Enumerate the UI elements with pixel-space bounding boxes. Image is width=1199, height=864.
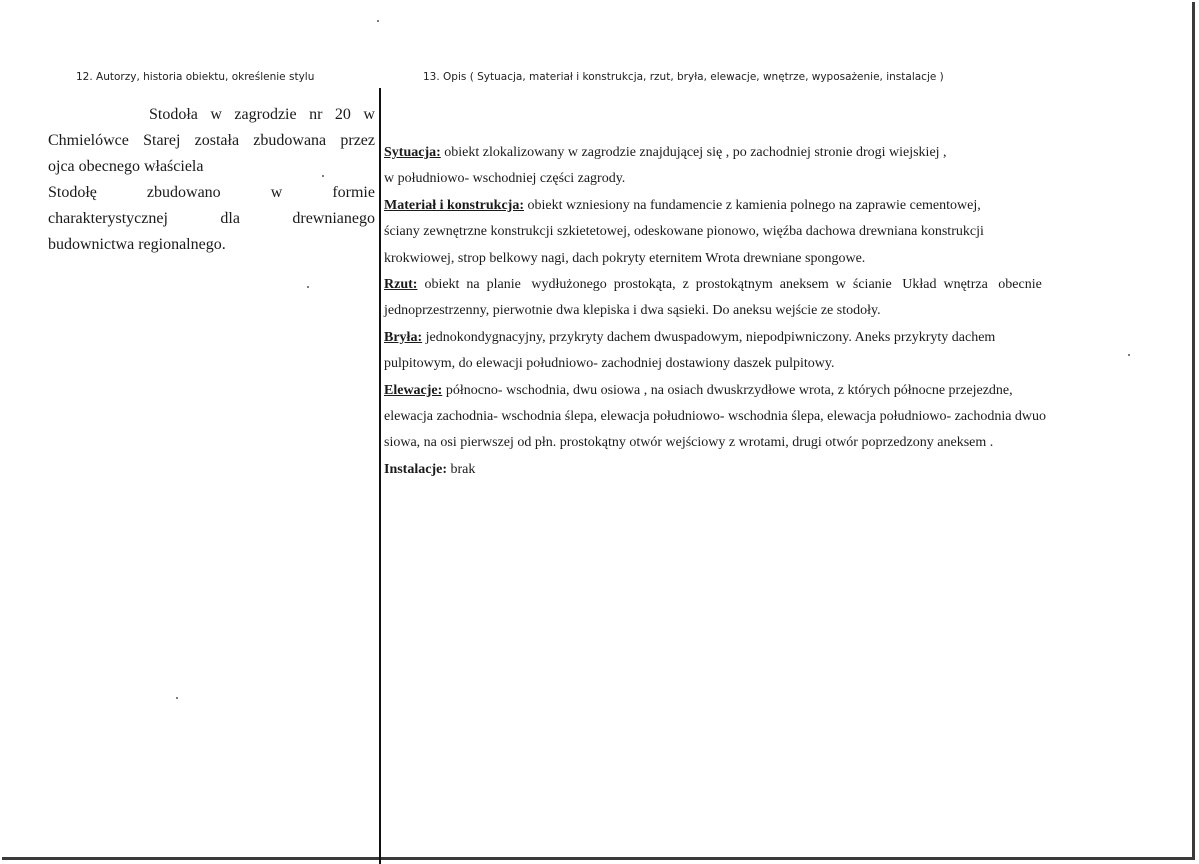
bryla-label: Bryła: — [384, 329, 423, 345]
scan-speck — [307, 286, 309, 288]
sytuacja-text: obiekt zlokalizowany w zagrodzie znajdującej się , po zachodniej stronie drogi wiejskiej , — [440, 145, 947, 160]
history-line-1 — [48, 102, 375, 128]
scan-speck — [322, 175, 324, 177]
scan-speck — [377, 20, 379, 22]
material-line-3: krokwiowej, strop belkowy nagi, dach pokryty eternitem Wrota drewniane spongowe. — [384, 250, 866, 266]
rzut-label: Rzut: — [384, 277, 418, 293]
scan-speck — [176, 697, 178, 699]
section-13-header: 13. Opis ( Sytuacja, materiał i konstrukcja, rzut, bryła, elewacje, wnętrze, wyposażenie, instalacje ) — [423, 71, 944, 83]
rzut-text: obiekt na planie wydłużonego prostokąta, z prostokątnym aneksem w ścianie Układ wnętrza obecnie — [417, 277, 1042, 293]
word: przez — [340, 132, 375, 149]
word: Starej — [143, 132, 181, 149]
elewacje-label: Elewacje: — [384, 382, 443, 398]
word: w — [363, 106, 375, 123]
history-line-6: budownictwa regionalnego. — [48, 236, 226, 253]
history-text — [48, 102, 375, 258]
sytuacja-line-1 — [384, 140, 1144, 166]
instalacje-line — [384, 457, 1144, 483]
description-text — [384, 140, 1144, 483]
elewacje-line-2: elewacja zachodnia- wschodnia ślepa, elewacja południowo- wschodnia ślepa, elewacja południowo- zachodnia dwuo — [384, 409, 1047, 425]
instalacje-text: brak — [447, 461, 476, 477]
sytuacja-label: Sytuacja: — [384, 145, 441, 160]
elewacje-text: północno- wschodnia, dwu osiowa , na osiach dwuskrzydłowe wrota, z których północne przejezdne, — [442, 382, 1013, 398]
word: Stodołę — [48, 184, 97, 201]
bryla-text: jednokondygnacyjny, przykryty dachem dwuspadowym, niepodpiwniczony. Aneks przykryty dachem — [422, 329, 996, 345]
word: w — [270, 184, 283, 201]
history-line-5 — [48, 206, 375, 232]
instalacje-label: Instalacje: — [384, 461, 447, 477]
column-divider — [379, 88, 381, 864]
history-line-4 — [48, 180, 375, 206]
elewacje-line-1 — [384, 378, 1144, 404]
word: została — [194, 132, 240, 149]
history-line-3: ojca obecnego właściela — [48, 158, 204, 175]
word: zagrodzie — [234, 106, 297, 123]
sytuacja-line-2: w południowo- wschodniej części zagrody. — [384, 171, 626, 187]
section-12-header: 12. Autorzy, historia obiektu, określenie stylu — [76, 71, 315, 83]
history-line-2 — [48, 128, 375, 154]
word: nr — [309, 106, 323, 123]
material-line-2: ściany zewnętrzne konstrukcji szkietetowej, odeskowane pionowo, więźba dachowa drewniana konstrukcji — [384, 224, 984, 240]
word: zbudowano — [146, 184, 221, 201]
scan-speck — [1128, 354, 1130, 356]
word: 20 — [334, 106, 351, 123]
word: drewnianego — [292, 210, 375, 227]
word: Chmielówce — [48, 132, 129, 149]
word: zbudowana — [253, 132, 327, 149]
bryla-line-2: pulpitowym, do elewacji południowo- zachodniej dostawiony daszek pulpitowy. — [384, 356, 835, 372]
word: formie — [332, 184, 375, 201]
word: dla — [220, 210, 240, 227]
bryla-line-1 — [384, 325, 1144, 351]
word: Stodoła — [149, 106, 198, 123]
elewacje-line-3: siowa, na osi pierwszej od płn. prostokątny otwór wejściowy z wrotami, drugi otwór poprzedzony aneksem . — [384, 435, 994, 451]
material-text: obiekt wzniesiony na fundamencie z kamienia polnego na zaprawie cementowej, — [523, 197, 981, 213]
rzut-line-1 — [384, 272, 1144, 298]
word: w — [210, 106, 222, 123]
material-line-1 — [384, 193, 1144, 219]
material-label: Materiał i konstrukcja: — [384, 197, 524, 213]
rzut-line-2: jednoprzestrzenny, pierwotnie dwa klepiska i dwa sąsieki. Do aneksu wejście ze stodoły. — [384, 303, 881, 319]
word: charakterystycznej — [48, 210, 168, 227]
